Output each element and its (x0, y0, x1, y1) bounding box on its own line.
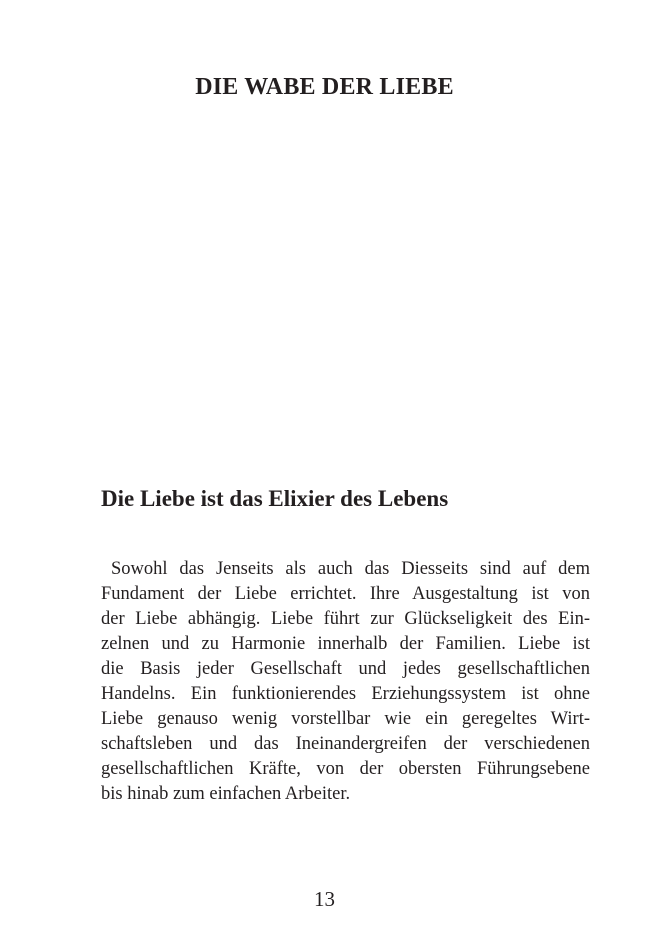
chapter-title: DIE WABE DER LIEBE (195, 74, 454, 100)
paragraph-line: bis hinab zum einfachen Arbeiter. (101, 784, 351, 804)
paragraph-line: Handelns. Ein funktionierendes Erziehungssystem ist ohne (101, 684, 590, 704)
section-heading: Die Liebe ist das Elixier des Lebens (101, 486, 449, 511)
paragraph-line: schaftsleben und das Ineinandergreifen der verschiedenen (101, 734, 590, 754)
paragraph-line: gesellschaftlichen Kräfte, von der obersten Führungsebene (101, 759, 590, 779)
paragraph-line: der Liebe abhängig. Liebe führt zur Glückseligkeit des Ein- (101, 609, 590, 629)
body-paragraph (101, 557, 590, 807)
paragraph-line: zelnen und zu Harmonie innerhalb der Familien. Liebe ist (101, 634, 590, 654)
paragraph-line: Liebe genauso wenig vorstellbar wie ein geregeltes Wirt- (101, 709, 590, 729)
page-number: 13 (314, 887, 335, 911)
paragraph-line: Sowohl das Jenseits als auch das Diesseits sind auf dem (111, 559, 590, 579)
paragraph-line: Fundament der Liebe errichtet. Ihre Ausgestaltung ist von (101, 584, 590, 604)
paragraph-line: die Basis jeder Gesellschaft und jedes gesellschaftlichen (101, 659, 590, 679)
